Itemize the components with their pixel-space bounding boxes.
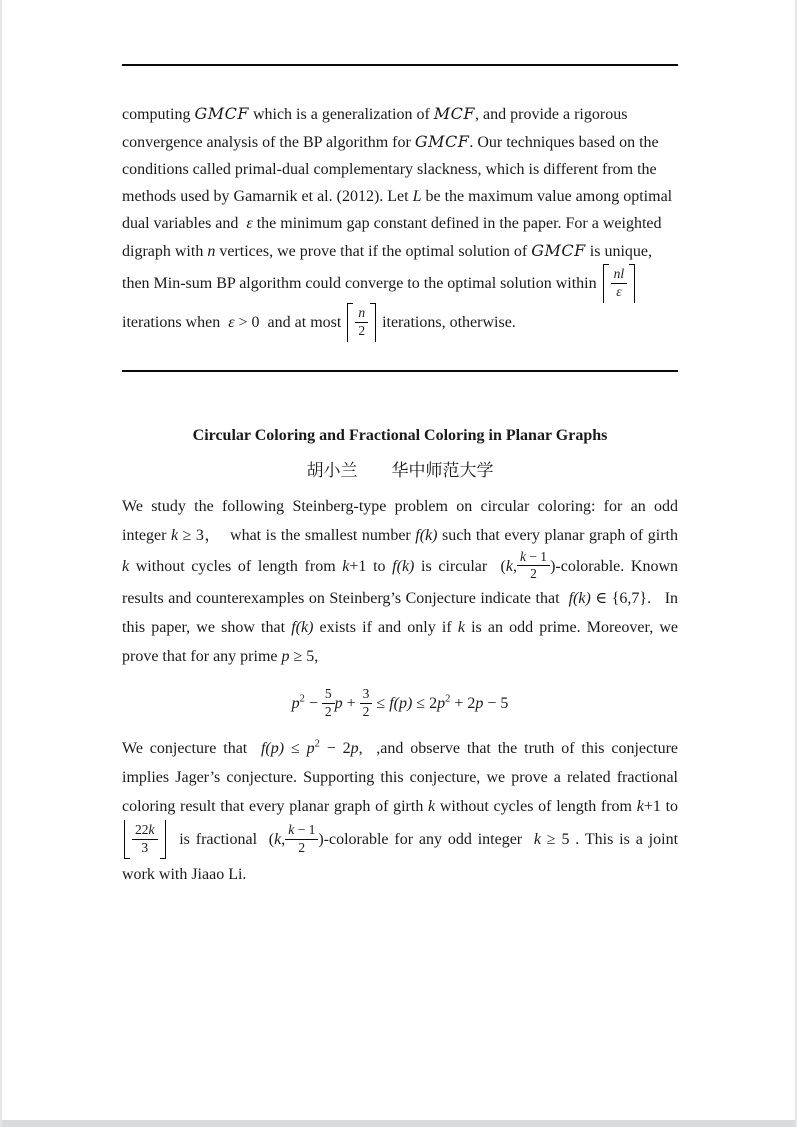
text-run: We study the following Steinberg-type problem on circular coloring: for an odd integer xyxy=(122,497,678,544)
math-operator: + 2 xyxy=(450,695,476,713)
math-operator: ≤ xyxy=(284,740,307,757)
text-run: . Our techniques based on the conditions called primal-dual complementary slackness, which is different from the methods used by Gamarnik et al. (2012). Let xyxy=(122,134,659,205)
math-var-p: p xyxy=(350,740,359,757)
math-f-of-p: f(p) xyxy=(260,740,285,757)
superscript: 2 xyxy=(314,738,320,750)
text-run: -colorable. Known results and counterexamples on Steinberg’s Conjecture indicate that xyxy=(122,557,678,608)
text-run: ≥ 5 . This is a joint work with Jiaao Li. xyxy=(122,831,679,883)
text-run: . In this paper, we show that xyxy=(122,590,679,637)
text-run: We conjecture that xyxy=(122,740,261,757)
math-var-p: p xyxy=(291,695,300,713)
math-operator: ≤ xyxy=(372,695,390,713)
math-var-k: k xyxy=(428,798,436,815)
section-separator-rule xyxy=(122,370,678,372)
math-f-of-k: f(k) xyxy=(568,590,591,608)
math-var-p: p xyxy=(281,648,290,666)
fraction-numerator: nl xyxy=(611,266,628,284)
math-f-of-k: f(k) xyxy=(291,619,314,637)
fraction-k-minus-1-over-2 xyxy=(517,549,550,584)
fraction-numerator xyxy=(132,822,158,840)
closing-paragraph xyxy=(122,734,678,889)
previous-abstract-paragraph xyxy=(122,100,678,343)
math-var-epsilon: ε xyxy=(228,313,235,331)
text-run: vertices, we prove that if the optimal solution of xyxy=(215,243,532,260)
script-gmcf: GMCF xyxy=(531,241,586,260)
math-var-k: k xyxy=(288,822,295,837)
abstract-paragraph xyxy=(122,492,678,672)
math-var-k: k xyxy=(122,557,130,575)
floor-right-bracket xyxy=(160,820,166,859)
ceiling-left-bracket xyxy=(347,303,353,342)
text-run: > 0 and at most xyxy=(234,313,346,331)
superscript: 2 xyxy=(299,693,305,705)
script-mcf: MCF xyxy=(433,104,476,123)
math-var-n: n xyxy=(207,243,216,260)
text-run: -colorable for any odd integer xyxy=(323,831,534,849)
math-operator: + xyxy=(342,695,360,713)
math-var-p: p xyxy=(334,695,343,713)
fraction xyxy=(611,266,628,301)
text-run: is circular ( xyxy=(414,557,506,575)
math-var-k: k xyxy=(505,557,513,575)
ceiling-right-bracket xyxy=(370,303,376,342)
fraction-denominator: 2 xyxy=(358,322,366,338)
text-run: +1 to xyxy=(643,798,679,815)
text-run: is fractional ( xyxy=(167,831,275,849)
talk-title: Circular Coloring and Fractional Coloring in Planar Graphs xyxy=(192,426,608,444)
math-var-k: k xyxy=(636,798,644,815)
script-gmcf: GMCF xyxy=(194,104,249,123)
fraction-denominator: 3 xyxy=(141,839,149,855)
math-var-k: k xyxy=(519,548,526,564)
text-run: iterations when xyxy=(122,313,229,331)
text-run: exists if and only if xyxy=(313,619,458,637)
text-run: ∈ {6,7} xyxy=(590,590,648,608)
text-run: which is a generalization of xyxy=(248,106,434,123)
ceiling-fraction-nl-over-epsilon xyxy=(603,264,636,303)
math-f-of-p: f(p) xyxy=(389,695,413,713)
fraction-k-minus-1-over-2 xyxy=(285,822,318,857)
fraction-numerator xyxy=(285,822,318,840)
superscript: 2 xyxy=(445,693,451,705)
fraction xyxy=(132,822,158,857)
text-run: ) xyxy=(318,831,324,849)
fraction-numerator xyxy=(517,549,550,567)
page-bottom-edge xyxy=(2,1120,795,1127)
fraction-denominator: 2 xyxy=(324,704,332,720)
fraction-numerator: 5 xyxy=(322,686,335,704)
speaker-affiliation: 华中师范大学 xyxy=(391,460,494,480)
text-run: iterations, otherwise. xyxy=(378,313,516,331)
math-var-k: k xyxy=(170,526,179,544)
math-f-of-k: f(k) xyxy=(392,557,415,575)
math-var-L: L xyxy=(412,188,422,205)
text-run: , xyxy=(512,557,517,575)
fraction-denominator: 2 xyxy=(298,839,306,855)
speaker-name: 胡小兰 xyxy=(306,460,358,480)
math-operator: − 5 xyxy=(483,695,509,713)
top-separator-rule xyxy=(122,64,678,66)
floor-left-bracket xyxy=(124,820,130,859)
fraction-denominator: 2 xyxy=(362,704,370,720)
ceiling-right-bracket xyxy=(629,264,635,303)
math-var-p: p xyxy=(306,740,315,757)
text-run: the minimum gap constant defined in the paper. For a weighted digraph with xyxy=(122,215,662,260)
text-run: is unique, then Min-sum BP algorithm could converge to the optimal solution within xyxy=(122,243,652,293)
text-run: such that every planar graph of girth xyxy=(437,526,679,544)
math-var-k: k xyxy=(274,831,282,849)
text-run: , ,and observe that the truth of this conjecture implies Jager’s conjecture. Supporting this conjecture, we prove a related fractional coloring result that every planar graph of girth xyxy=(122,740,679,815)
speaker-line xyxy=(122,460,678,482)
ceiling-left-bracket xyxy=(603,264,609,303)
math-operator: − xyxy=(304,695,322,713)
text-run: ， what is the smallest number xyxy=(203,526,416,544)
math-var-k: k xyxy=(148,822,155,837)
text-run: 22 xyxy=(135,822,149,837)
math-operator: ≤ 2 xyxy=(412,695,438,713)
math-var-k: k xyxy=(457,619,465,637)
text-run: ≥ 5, xyxy=(289,648,319,666)
ceiling-fraction-n-over-2 xyxy=(347,303,376,342)
fraction xyxy=(355,305,368,340)
text-run: − 1 xyxy=(294,822,316,837)
math-f-of-k: f(k) xyxy=(415,526,438,544)
math-var-k: k xyxy=(342,557,350,575)
text-run: is an odd prime. Moreover, we prove that for any prime xyxy=(122,619,678,666)
text-run: , xyxy=(281,831,286,849)
fraction-3-over-2 xyxy=(360,686,373,721)
text-run: without cycles of length from xyxy=(435,798,637,815)
text-run: without cycles of length from xyxy=(129,557,343,575)
text-run: +1 to xyxy=(349,557,393,575)
fraction-numerator: n xyxy=(355,305,368,323)
text-run: ) xyxy=(550,557,556,575)
math-var-p: p xyxy=(475,695,484,713)
math-var-epsilon: ε xyxy=(246,215,253,232)
math-operator: − 2 xyxy=(319,740,351,757)
floor-fraction-22k-over-3 xyxy=(124,820,166,859)
fraction-denominator: ε xyxy=(616,283,622,299)
fraction-5-over-2 xyxy=(322,686,335,721)
text-run: ≥ 3 xyxy=(178,526,204,544)
page-content-column xyxy=(122,0,678,889)
math-var-p: p xyxy=(437,695,446,713)
text-run: be the maximum value among optimal dual variables and xyxy=(122,188,673,232)
text-run: computing xyxy=(122,106,195,123)
display-equation xyxy=(122,687,678,722)
text-run: − 1 xyxy=(525,548,548,564)
fraction-numerator: 3 xyxy=(360,686,373,704)
fraction-denominator: 2 xyxy=(530,566,537,582)
text-run: , and provide a rigorous convergence analysis of the BP algorithm for xyxy=(122,106,628,151)
script-gmcf: GMCF xyxy=(414,132,470,151)
math-var-k: k xyxy=(533,831,541,849)
